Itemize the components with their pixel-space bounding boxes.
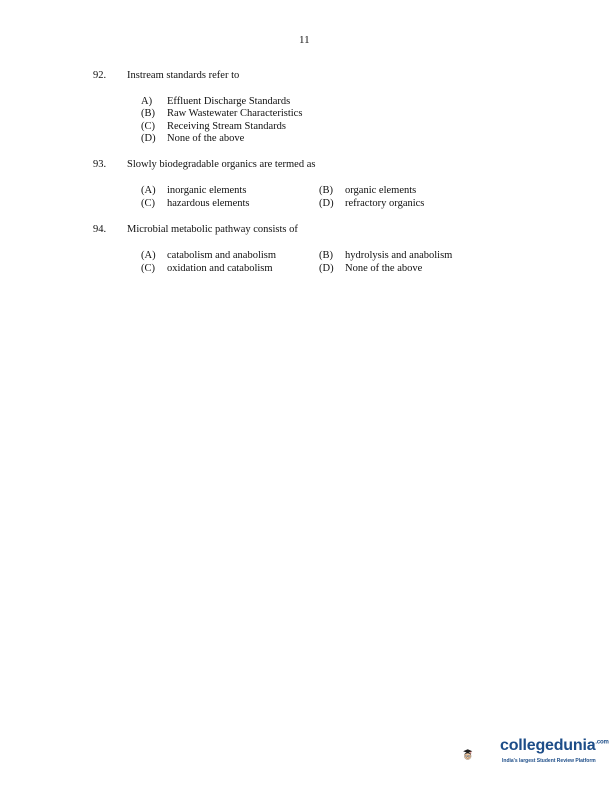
option-label: (A) [141,250,156,261]
option [141,121,286,132]
brand-logo-text: collegedunia$^{.com}$ [500,737,609,754]
option-text: catabolism and anabolism [167,250,277,261]
option-text: Raw Wastewater Characteristics [167,108,303,119]
option-label: A) [141,96,153,107]
question-text: Instream standards refer to [127,70,240,81]
option-text: refractory organics [345,198,425,209]
option-text: None of the above [167,133,245,144]
option [141,133,244,144]
option-label: (B) [141,108,155,119]
option-label: (B) [319,185,333,196]
option-text: Effluent Discharge Standards [167,96,291,107]
option-label: (C) [141,121,155,132]
option [141,108,302,119]
option [319,185,416,196]
question-number: 92. [93,70,107,81]
option [141,250,276,261]
option [319,198,424,209]
option-text: organic elements [345,185,417,196]
option-text: hydrolysis and anabolism [345,250,453,261]
option-text: None of the above [345,263,423,274]
question-text: Microbial metabolic pathway consists of [127,224,298,235]
option [319,263,422,274]
option-label: (C) [141,263,155,274]
question-number: 94. [93,224,107,235]
question-number: 93. [93,159,107,170]
option [141,198,250,209]
brand-tagline: India's largest Student Review Platform [502,758,596,764]
mascot-icon [462,732,502,778]
question-text: Slowly biodegradable organics are termed as [127,159,316,170]
option [141,96,290,107]
option-label: (C) [141,198,155,209]
option-label: (D) [319,198,334,209]
option [141,263,273,274]
page-number: 11 [299,34,310,46]
option-label: (A) [141,185,156,196]
option [319,250,452,261]
option-label: (D) [141,133,156,144]
option-label: (D) [319,263,334,274]
option-text: hazardous elements [167,198,250,209]
option-text: inorganic elements [167,185,247,196]
option-label: (B) [319,250,333,261]
option [141,185,246,196]
option-text: Receiving Stream Standards [167,121,286,132]
option-text: oxidation and catabolism [167,263,273,274]
